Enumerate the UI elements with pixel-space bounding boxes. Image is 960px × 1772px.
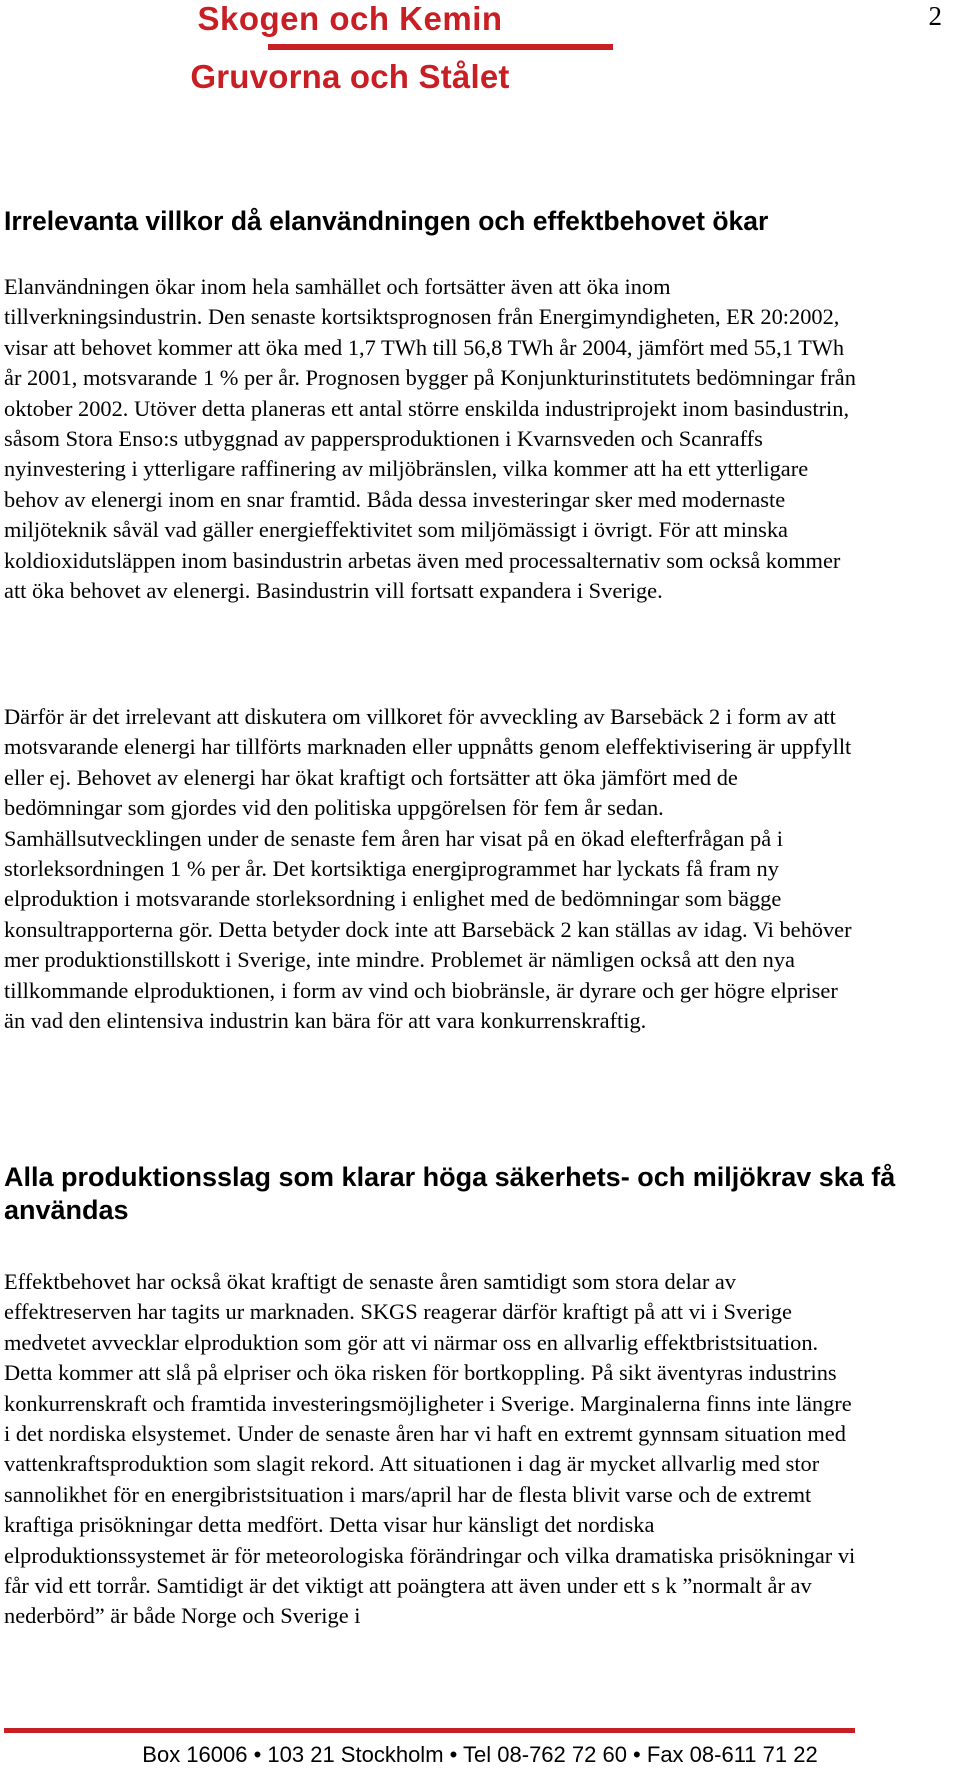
- body-paragraph: Därför är det irrelevant att diskutera om villkoret för avveckling av Barsebäck 2 i form av att motsvarande elenergi har tillförts marknaden eller uppnåtts genom eleffektivisering är uppfyllt eller ej. Behovet av elenergi har ökat kraftigt och fortsätter att öka jämfört med de bedömningar som gjordes vid den politiska uppgörelsen för fem år sedan. Samhällsutvecklingen under de senaste fem åren har visat på en ökad elefterfrågan på i storleksordningen 1 % per år. Det kortsiktiga energiprogrammet har lyckats få fram ny elproduktion i motsvarande storleksordning i enlighet med de bedömningar som bägge konsultrapporterna gör. Detta betyder dock inte att Barsebäck 2 kan ställas av idag. Vi behöver mer produktionstillskott i Sverige, inte mindre. Problemet är nämligen också att den nya tillkommande elproduktionen, i form av vind och biobränsle, är dyrare och ger högre elpriser än vad den elintensiva industrin kan bära för att vara konkurrenskraftig.: [4, 704, 852, 1034]
- footer-divider: [4, 1728, 855, 1733]
- organization-name-line2: Gruvorna och Stålet: [190, 58, 510, 95]
- section-heading-1: Irrelevanta villkor då elanvändningen och effektbehovet ökar: [4, 206, 769, 236]
- section-heading-2: Alla produktionsslag som klarar höga säkerhets- och miljökrav ska få användas: [4, 1162, 896, 1225]
- page-number: 2: [928, 1, 942, 31]
- header-divider: [268, 44, 613, 50]
- organization-name-line1: Skogen och Kemin: [197, 0, 503, 37]
- body-paragraph: Effektbehovet har också ökat kraftigt de senaste åren samtidigt som stora delar av effektreserven har tagits ur marknaden. SKGS reagerar därför kraftigt på att vi i Sverige medvetet avvecklar elproduktion som gör att vi närmar oss en allvarlig effektbristsituation. Detta kommer att slå på elpriser och öka risken för bortkoppling. På sikt äventyras industrins konkurrenskraft och framtida investeringsmöjligheter i Sverige. Marginalerna finns inte längre i det nordiska elsystemet. Under de senaste åren har vi haft en extremt gynnsam situation med vattenkraftsproduktion som slagit rekord. Att situationen i dag är mycket allvarlig med stor sannolikhet för en energibristsituation i mars/april har de flesta blivit varse och de extremt kraftiga prisökningar detta medfört. Detta visar hur känsligt det nordiska elproduktionssystemet är för meteorologiska förändringar och vilka dramatiska prisökningar vi får vid ett torrår. Samtidigt är det viktigt att poängtera att även under ett s k ”normalt år av nederbörd” är både Norge och Sverige i: [4, 1269, 856, 1629]
- footer-contact: Box 16006 • 103 21 Stockholm • Tel 08-762 72 60 • Fax 08-611 71 22: [142, 1742, 818, 1767]
- body-paragraph: Elanvändningen ökar inom hela samhället och fortsätter även att öka inom tillverkningsindustrin. Den senaste kortsiktsprognosen från Energimyndigheten, ER 20:2002, visar att behovet kommer att öka med 1,7 TWh till 56,8 TWh år 2004, jämfört med 55,1 TWh år 2001, motsvarande 1 % per år. Prognosen bygger på Konjunkturinstitutets bedömningar från oktober 2002. Utöver detta planeras ett antal större enskilda industriprojekt inom basindustrin, såsom Stora Enso:s utbyggnad av pappersproduktionen i Kvarnsveden och Scanraffs nyinvestering i ytterligare raffinering av miljöbränslen, vilka kommer att ha ett ytterligare behov av elenergi inom en snar framtid. Båda dessa investeringar sker med modernaste miljöteknik såväl vad gäller energieffektivitet som miljömässigt i övrigt. För att minska koldioxidutsläppen inom basindustrin arbetas även med processalternativ som också kommer att öka behovet av elenergi. Basindustrin vill fortsatt expandera i Sverige.: [4, 274, 856, 604]
